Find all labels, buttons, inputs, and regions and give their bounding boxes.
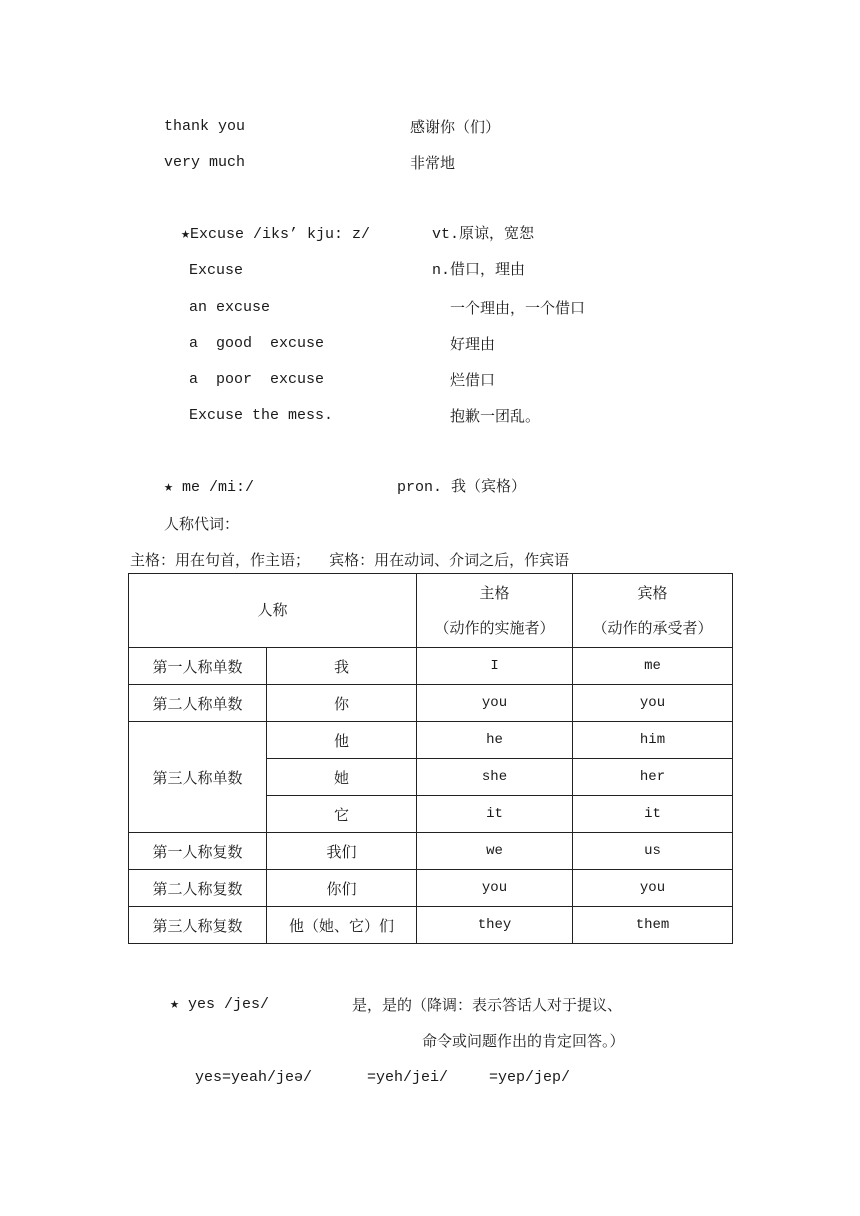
me-heading: ★ me /mi:/ bbox=[164, 479, 255, 496]
chinese-pronoun-cell: 你 bbox=[267, 685, 417, 722]
person-cell: 第二人称单数 bbox=[129, 685, 267, 722]
chinese-pronoun-cell: 我们 bbox=[267, 833, 417, 870]
pronoun-section-title: 人称代词： bbox=[164, 515, 240, 533]
subjective-cell: you bbox=[417, 685, 573, 722]
chinese-pronoun-cell: 我 bbox=[267, 648, 417, 685]
yes-variant-yep: =yep/jep/ bbox=[489, 1069, 571, 1086]
table-header-row bbox=[129, 574, 733, 648]
person-cell: 第三人称单数 bbox=[129, 722, 267, 833]
subjective-cell: you bbox=[417, 870, 573, 907]
header-person: 人称 bbox=[129, 574, 417, 648]
yes-variant-yeh: =yeh/jei/ bbox=[367, 1069, 449, 1086]
subjective-cell: they bbox=[417, 907, 573, 944]
me-definition: pron. 我（宾格） bbox=[397, 479, 527, 496]
vocab-en-thank-you: thank you bbox=[164, 118, 246, 135]
excuse-noun-definition: n.借口，理由 bbox=[432, 262, 526, 279]
table-row bbox=[129, 833, 733, 870]
table-row bbox=[129, 870, 733, 907]
objective-cell: her bbox=[573, 759, 733, 796]
header-objective-title: 宾格 bbox=[637, 583, 668, 602]
personal-pronoun-table bbox=[128, 573, 733, 944]
person-cell: 第一人称复数 bbox=[129, 833, 267, 870]
objective-cell: you bbox=[573, 685, 733, 722]
table-row bbox=[129, 722, 733, 759]
person-cell: 第三人称复数 bbox=[129, 907, 267, 944]
excuse-phrase-en: an excuse bbox=[189, 299, 271, 316]
excuse-noun: Excuse bbox=[189, 262, 244, 279]
subjective-cell: I bbox=[417, 648, 573, 685]
person-cell: 第二人称复数 bbox=[129, 870, 267, 907]
chinese-pronoun-cell: 他（她、它）们 bbox=[267, 907, 417, 944]
excuse-phrase-zh: 抱歉一团乱。 bbox=[450, 407, 541, 425]
excuse-verb-definition: vt.原谅，宽恕 bbox=[432, 226, 535, 243]
vocab-zh-very-much: 非常地 bbox=[410, 154, 456, 172]
excuse-phrase-zh: 烂借口 bbox=[450, 371, 496, 389]
subjective-cell: we bbox=[417, 833, 573, 870]
header-subjective-title: 主格 bbox=[479, 583, 510, 602]
chinese-pronoun-cell: 她 bbox=[267, 759, 417, 796]
objective-cell: him bbox=[573, 722, 733, 759]
yes-definition-line2: 命令或问题作出的肯定回答。） bbox=[422, 1032, 625, 1050]
excuse-phrase-en: a good excuse bbox=[189, 335, 325, 352]
chinese-pronoun-cell: 他 bbox=[267, 722, 417, 759]
excuse-phrase-zh: 好理由 bbox=[450, 335, 496, 353]
header-subjective-note: （动作的实施者） bbox=[434, 618, 555, 637]
case-usage-rule: 主格：用在句首，作主语； 宾格：用在动词、介词之后，作宾语 bbox=[130, 551, 570, 569]
person-cell: 第一人称单数 bbox=[129, 648, 267, 685]
excuse-phrase-en: a poor excuse bbox=[189, 371, 325, 388]
header-objective-note: （动作的承受者） bbox=[592, 618, 713, 637]
header-subjective bbox=[417, 574, 573, 648]
header-objective bbox=[573, 574, 733, 648]
subjective-cell: he bbox=[417, 722, 573, 759]
subjective-cell: she bbox=[417, 759, 573, 796]
yes-heading: ★ yes /jes/ bbox=[170, 996, 270, 1013]
objective-cell: me bbox=[573, 648, 733, 685]
excuse-phrase-en: Excuse the mess. bbox=[189, 407, 334, 424]
yes-definition-line1: 是，是的（降调：表示答话人对于提议、 bbox=[352, 996, 623, 1014]
chinese-pronoun-cell: 你们 bbox=[267, 870, 417, 907]
chinese-pronoun-cell: 它 bbox=[267, 796, 417, 833]
objective-cell: them bbox=[573, 907, 733, 944]
vocab-zh-thank-you: 感谢你（们） bbox=[410, 118, 501, 136]
yes-variant-yeah: yes=yeah/jeə/ bbox=[195, 1069, 313, 1086]
table-row bbox=[129, 648, 733, 685]
table-row bbox=[129, 685, 733, 722]
objective-cell: it bbox=[573, 796, 733, 833]
vocab-en-very-much: very much bbox=[164, 154, 246, 171]
objective-cell: you bbox=[573, 870, 733, 907]
excuse-phrase-zh: 一个理由，一个借口 bbox=[450, 299, 586, 317]
table-row bbox=[129, 907, 733, 944]
objective-cell: us bbox=[573, 833, 733, 870]
excuse-heading: ★Excuse /iks’ kju: z/ bbox=[181, 226, 371, 243]
subjective-cell: it bbox=[417, 796, 573, 833]
